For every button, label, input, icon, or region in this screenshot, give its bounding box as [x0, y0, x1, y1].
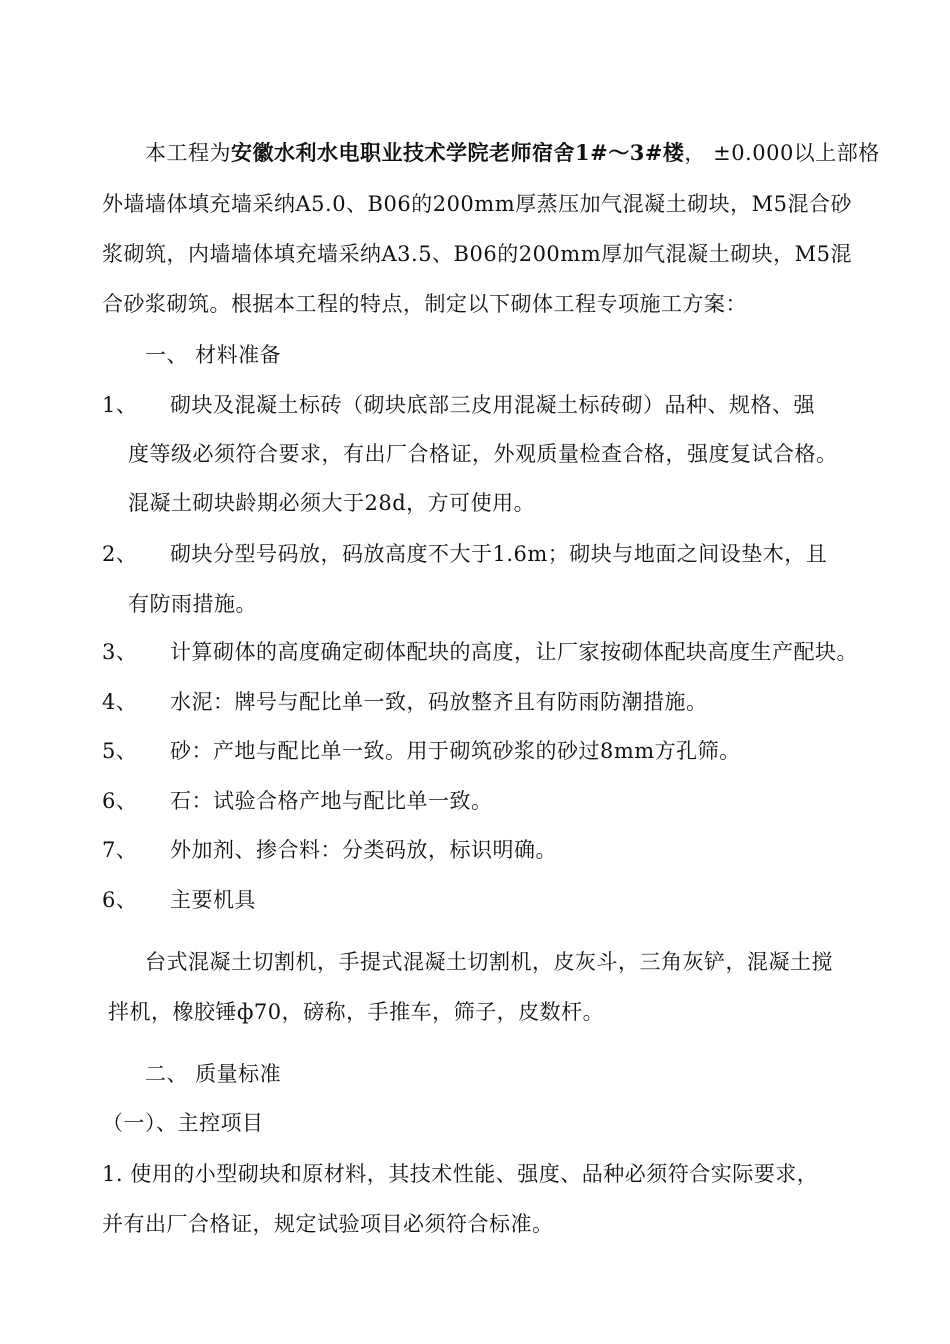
item-text: 砌块分型号码放，码放高度不大于1.6m；砌块与地面之间设垫木，且: [170, 542, 828, 566]
intro-line-2: 外墙墙体填充墙采纳A5.0、B06的200mm厚蒸压加气混凝土砌块，M5混合砂: [102, 192, 852, 216]
section-heading-quality: 二、 质量标准: [145, 1062, 282, 1086]
item-text: 砌块及混凝土标砖（砌块底部三皮用混凝土标砖砌）品种、规格、强: [170, 393, 815, 417]
item-text: 主要机具: [170, 888, 256, 912]
intro-prefix: 本工程为: [145, 141, 231, 165]
intro-line-4: 合砂浆砌筑。根据本工程的特点，制定以下砌体工程专项施工方案：: [102, 292, 747, 316]
item-number: 7、: [102, 838, 138, 862]
item-number: 1、: [102, 393, 138, 417]
item-number: 6、: [102, 789, 138, 813]
item-number: 3、: [102, 640, 138, 664]
item-text: 石：试验合格产地与配比单一致。: [170, 789, 493, 813]
section-heading-materials: 一、 材料准备: [145, 343, 282, 367]
intro-line-3: 浆砌筑，内墙墙体填充墙采纳A3.5、B06的200mm厚加气混凝土砌块，M5混: [102, 242, 852, 266]
item-number: 5、: [102, 739, 138, 763]
subheading-main-items: （一）、主控项目: [102, 1111, 264, 1135]
tools-line-2: 拌机，橡胶锤ф70，磅称，手推车，筛子，皮数杆。: [108, 1000, 605, 1024]
item-text: 砂：产地与配比单一致。用于砌筑砂浆的砂过8mm方孔筛。: [170, 739, 741, 763]
item-text: 有防雨措施。: [128, 592, 257, 616]
item-text: 水泥：牌号与配比单一致，码放整齐且有防雨防潮措施。: [170, 690, 708, 714]
intro-suffix: ， ±0.000以上部格: [684, 141, 880, 165]
item-text: 计算砌体的高度确定砌体配块的高度，让厂家按砌体配块高度生产配块。: [170, 640, 858, 664]
item-text: 度等级必须符合要求，有出厂合格证，外观质量检查合格，强度复试合格。: [128, 442, 838, 466]
tools-line-1: 台式混凝土切割机，手提式混凝土切割机，皮灰斗，三角灰铲，混凝土搅: [145, 950, 833, 974]
item-number: 2、: [102, 542, 138, 566]
item-text: 混凝土砌块龄期必须大于28d，方可使用。: [128, 491, 536, 515]
quality-item-line-2: 并有出厂合格证，规定试验项目必须符合标准。: [102, 1212, 554, 1236]
project-name: 安徽水利水电职业技术学院老师宿舍1#～3#楼: [231, 140, 685, 165]
item-number: 4、: [102, 690, 138, 714]
intro-line-1: [145, 139, 880, 167]
item-text: 外加剂、掺合料：分类码放，标识明确。: [170, 838, 557, 862]
quality-item-line-1: 1. 使用的小型砌块和原材料，其技术性能、强度、品种必须符合实际要求，: [102, 1162, 819, 1186]
list-item: [102, 391, 137, 419]
item-number: 6、: [102, 888, 138, 912]
